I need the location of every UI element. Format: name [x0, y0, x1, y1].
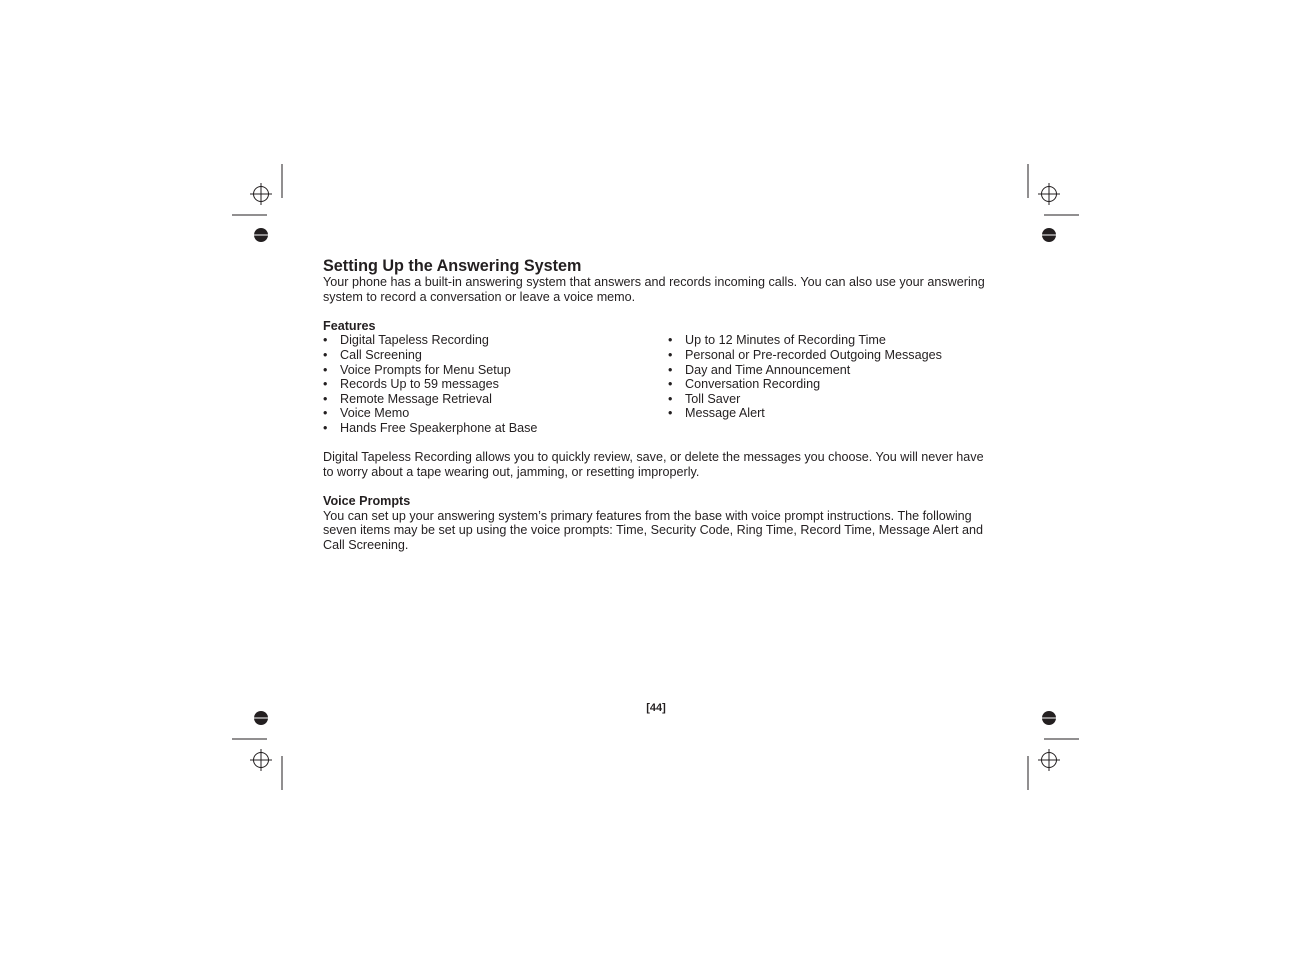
list-item: • Conversation Recording: [668, 377, 988, 392]
features-list: [323, 333, 988, 435]
list-item: • Call Screening: [323, 348, 668, 363]
list-item: • Records Up to 59 messages: [323, 377, 668, 392]
page-content: [323, 257, 988, 552]
list-item: • Remote Message Retrieval: [323, 392, 668, 407]
registration-mark-icon: [1038, 749, 1060, 771]
list-item: • Digital Tapeless Recording: [323, 333, 668, 348]
digital-tapeless-paragraph: Digital Tapeless Recording allows you to quickly review, save, or delete the messages you choose. You will never have to worry about a tape wearing out, jamming, or resetting improperly.: [323, 450, 984, 479]
spacer: [323, 436, 988, 451]
registration-mark-icon: [250, 183, 272, 205]
page-number: [44]: [646, 702, 666, 714]
list-item: • Day and Time Announcement: [668, 363, 988, 378]
features-heading: Features: [323, 318, 376, 333]
spacer: [323, 479, 988, 494]
registration-mark-icon: [1038, 183, 1060, 205]
page-title: Setting Up the Answering System: [323, 257, 582, 275]
features-column-left: [323, 333, 668, 435]
registration-dot-icon: [254, 228, 268, 242]
spacer: [323, 304, 988, 319]
list-item: • Hands Free Speakerphone at Base: [323, 421, 668, 436]
list-item: • Message Alert: [668, 406, 988, 421]
features-column-right: [668, 333, 988, 435]
voice-prompts-heading: Voice Prompts: [323, 493, 411, 508]
list-item: • Up to 12 Minutes of Recording Time: [668, 333, 988, 348]
list-item: • Voice Prompts for Menu Setup: [323, 363, 668, 378]
intro-paragraph: Your phone has a built-in answering system that answers and records incoming calls. You can also use your answering system to record a conversation or leave a voice memo.: [323, 275, 985, 304]
registration-mark-icon: [250, 749, 272, 771]
list-item: • Toll Saver: [668, 392, 988, 407]
list-item: • Personal or Pre-recorded Outgoing Messages: [668, 348, 988, 363]
list-item: • Voice Memo: [323, 406, 668, 421]
registration-dot-icon: [1042, 228, 1056, 242]
voice-prompts-paragraph: You can set up your answering system’s primary features from the base with voice prompt instructions. The following seven items may be set up using the voice prompts: Time, Security Code, Ring Time, Record Time, Message Alert and Call Screening.: [323, 508, 984, 552]
